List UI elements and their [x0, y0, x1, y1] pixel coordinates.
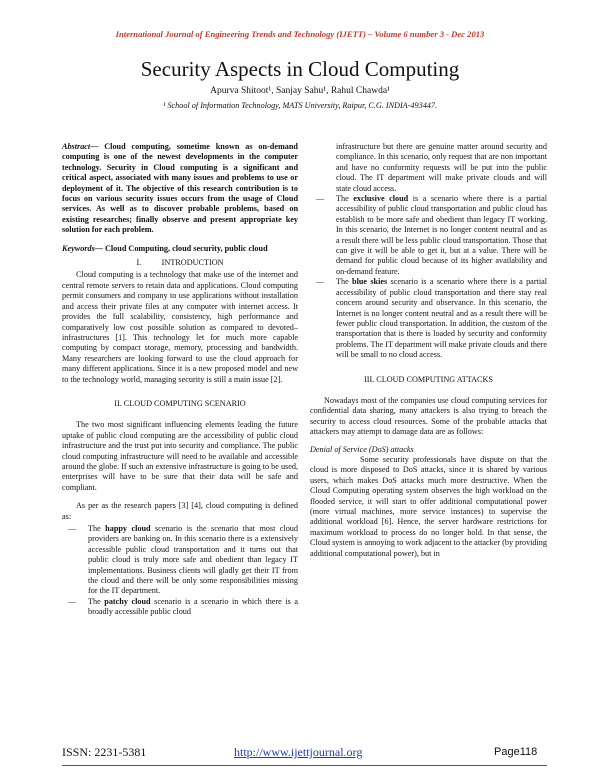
scenario-list-continued — [310, 142, 547, 361]
list-item-patchy-continued — [310, 142, 547, 194]
scenario-paragraph-1: The two most significant influencing elements leading the future uptake of public cloud computing are the accessibility of public cloud infrastructure and the trust put into security and compliance. The public cloud computing infrastructure will need to be available and accessible around the globe. If such an extensive infrastructure is going to be used, enterprises will have to be sure that their data will be safe and compliant. — [62, 420, 299, 492]
list-item-happy-cloud — [62, 524, 298, 597]
list-item-prefix: The — [88, 596, 105, 606]
list-item-prefix: The — [336, 277, 353, 287]
list-item-text: scenario is the scenario that most cloud providers are banking on. In this scenario there is a extensively accessible public cloud transportation and it turns out that public cloud is truly more safe and obedient than legacy IT implementations. Business clients will gladly get their IT from the cloud and there will be only some responsibilities missing for the IT department. — [88, 524, 298, 596]
paper-title: Security Aspects in Cloud Computing — [140, 57, 460, 81]
list-item-text: scenario is a scenario in which there is a broadly accessible public cloud — [88, 596, 298, 617]
term-happy-cloud: happy cloud — [105, 524, 151, 533]
section-heading-attacks: III. CLOUD COMPUTING ATTACKS — [364, 374, 493, 384]
list-item-text: scenario is a scenario where there is a partial accessibility of public cloud transportation and there stay real concern around security and observance. In this scenario, the Internet is no longer content neutral and as a result there will be fewer public cloud transportation. In addition, the custom of the transportation that is there is loaded by security and conformity problems. The IT department will make private clouds and there will be small to no cloud access. — [336, 277, 548, 360]
list-item-prefix: The — [336, 194, 354, 204]
list-item-text: infrastructure but there are genuine matter around security and compliance. In this scenario, only request that are non important and have no conformity requests will be put into the public cloud. The IT department will make private clouds and will state cloud access. — [336, 142, 547, 193]
footer-issn: ISSN: 2231-5381 — [62, 745, 147, 759]
dash-bullet: — — [68, 524, 77, 533]
left-column — [62, 142, 298, 618]
abstract — [62, 142, 298, 236]
scenario-list — [62, 524, 298, 618]
right-column — [310, 142, 547, 559]
journal-header: International Journal of Engineering Trends and Technology (IJETT) – Volume 6 number 3 - Dec 2013 — [115, 29, 485, 39]
author-list: Apurva Shitoot¹, Sanjay Sahu¹, Rahul Chawda¹ — [210, 86, 390, 96]
section-heading-introduction: I. INTRODUCTION — [136, 258, 224, 268]
dash-bullet: — — [68, 596, 77, 606]
term-exclusive-cloud: exclusive cloud — [353, 194, 409, 204]
footer-divider — [62, 765, 547, 766]
introduction-paragraph: Cloud computing is a technology that make use of the internet and central remote servers to retain data and applications. Cloud computing permit consumers and company to use applications without installation and access their private files at any computer with internet access. It provides the full scalability, consistency, high performance and comparatively low cost possible solution as compared to devoted–infrastructures [1]. This technology let for much more capable computing by compact storage, memory, processing and bandwidth. Many researchers are looking forward to use the cloud approach for many different applications. Since it is a new proposed model and new to the technology world, managing security is still a main issue [2]. — [62, 270, 298, 384]
term-blue-skies: blue skies — [352, 277, 388, 287]
dash-bullet: — — [316, 277, 325, 287]
list-item-exclusive-cloud — [310, 194, 547, 277]
term-patchy-cloud: patchy cloud — [104, 596, 151, 606]
footer-journal-link[interactable]: http://www.ijettjournal.org — [234, 745, 363, 759]
abstract-text: Cloud computing, sometime known as on-demand computing is one of the newest developments in the computer technology. Security in Cloud computing is a significant and critical aspect, associated with many issues and problems to use or deployment of it. The objective of this research contribution is to focus on various security issues occurs from the usage of Cloud services. As well as to discover probable problems, based on existing researches; finally observe and present appropriate key solution for each problem. — [62, 142, 298, 235]
abstract-label: Abstract— — [62, 142, 99, 151]
dash-bullet: — — [316, 194, 325, 204]
list-item-patchy-cloud — [62, 597, 298, 618]
affiliation: ¹ School of Information Technology, MATS University, Raipur, C.G. INDIA-493447. — [162, 101, 438, 110]
keywords-label: Keywords— — [62, 243, 103, 253]
dos-paragraph: Some security professionals have dispute on that the cloud is more disposed to DoS attacks, since it is shared by various users, which makes DoS attacks much more destructive. When the Cloud Computing operating system observes the high workload on the flooded service, it will start to offer additional computational power (more virtual machines, more service instances) to supervise the additional workload [6]. Hence, the server hardware restrictions for maximum workload to process do no longer hold. In that sense, the Cloud system is annoying to work adjacent to the attacker (by providing additional computational power), but in — [310, 454, 547, 558]
list-item-text: is a scenario where there is a partial accessibility of public cloud transportation and public cloud has establish to be more safe and obedient than legacy IT working. In this scenario, the Internet is no longer content neutral and as a result there will be less public cloud transportation. Those that can give it will be able to get it, but at a value. There will be demand for public cloud because of its higher availability and on-demand feature. — [336, 194, 547, 276]
subsection-heading-dos: Denial of Service (DoS) attacks — [310, 444, 414, 454]
attacks-paragraph: Nowadays most of the companies use cloud computing services for confidential data sharing, many attackers is also trying to breach the security to access cloud resources. Some of the probable attacks that attackers may attempt to damage data are as follows: — [310, 395, 547, 437]
footer-page-number: Page118 — [494, 746, 538, 758]
keywords — [62, 244, 298, 254]
scenario-paragraph-2: As per as the research papers [3] [4], cloud computing is defined as: — [62, 501, 298, 521]
list-item-prefix: The — [88, 524, 106, 533]
keywords-text: Cloud Computing, cloud security, public cloud — [102, 243, 268, 253]
list-item-blue-skies — [310, 277, 547, 360]
section-heading-scenario: II. CLOUD COMPUTING SCENARIO — [114, 398, 246, 408]
